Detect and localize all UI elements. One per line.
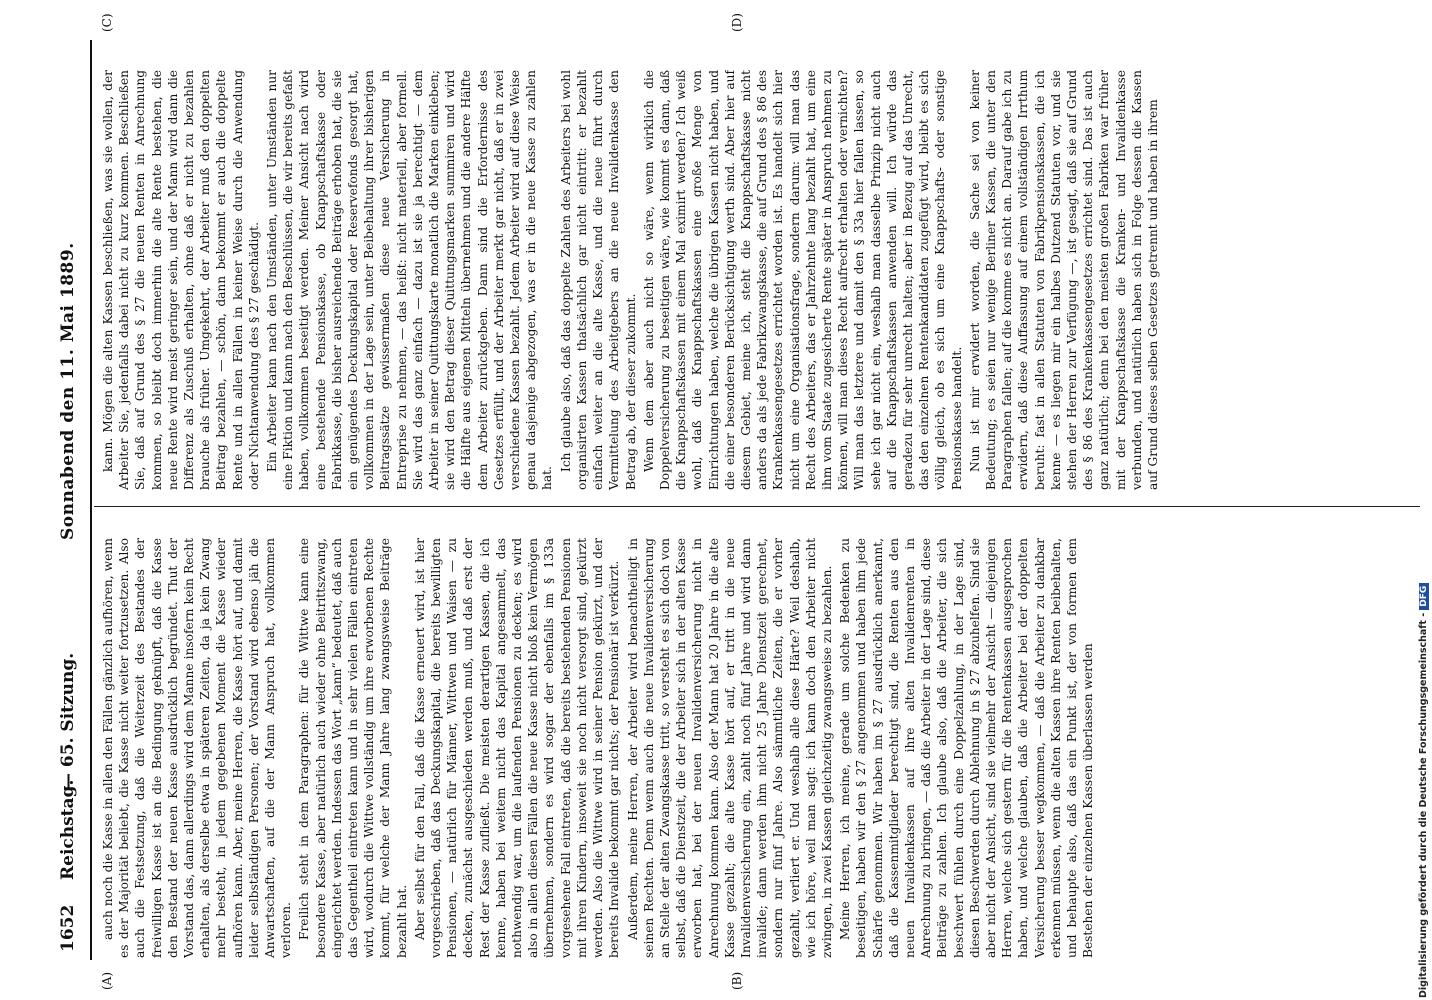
page-header	[52, 40, 86, 960]
paragraph: auch noch die Kasse in allen den Fällen gänzlich aufhören, wenn es der Majorität beliebt, die Kasse nicht weiter fortzusetzen. Also auch die Festsetzung, daß die Weiterzeit des Bestandes der freiwilligen Kasse ist an die Bedingung geknüpft, daß die Kasse den Bestand der neuen Kasse ausdrücklich begründet. Thut der Vorstand das, dann allerdings wird dem Manne insofern kein Recht erhalten, als derselbe etwa in späteren Zeiten, da ja kein Zwang mehr besteht, in jedem gegebenen Moment die Kasse wieder aufhören kann. Aber, meine Herren, die Kasse hört auf, und damit leider selbständigen Personen; der Vorstand wird ebenso jäh die Anwartschaften, auf die der Mann Anspruch hat, vollkommen verloren.	[101, 538, 294, 958]
text-column-left	[100, 538, 1410, 958]
running-title: Reichstag.	[58, 779, 78, 880]
dfg-logo: DFG	[1419, 583, 1429, 610]
paragraph: Ein Arbeiter kann nach den Umständen, unter Umständen nur eine Fiktion und kann nach den Beschlüssen, die wir bereits gefaßt haben, vollkommen beseitigt werden. Meiner Ansicht nach wird eine bestehende Pensionskasse, ob Knappschaftskasse oder Fabrikkasse, die bisher ausreichende Beiträge erhoben hat, die sie ein genügendes Deckungskapital oder Reservefonds gesorgt hat, vollkommen in der Lage sein, unter Beibehaltung ihrer bisherigen Beitragssätze gewissermaßen diese neue Versicherung in Entreprise zu nehmen, — das heißt: nicht materiell, aber formell. Sie wird das ganz einfach — dazu ist sie ja berechtigt — dem Arbeiter in seiner Quittungskarte monatlich die Marken einkleben; sie wird den Betrag dieser Quittungsmarken summiren und wird die Hälfte aus eigenen Mitteln übernehmen und die andere Hälfte dem Arbeiter zurückgeben. Dann sind die Erfordernisse des Gesetzes erfüllt, und der Arbeiter merkt gar nicht, daß er in zwei verschiedene Kassen bezahlt. Jedem Arbeiter wird auf diese Weise genau dasjenige abgezogen, was er in die neue Kasse zu zahlen hat.	[265, 70, 555, 490]
session-label: — 65. Sitzung.	[58, 652, 78, 790]
paragraph: kann. Mögen die alten Kassen beschließen, was sie wollen, der Arbeiter Sie, jedenfalls dabei nicht zu kurz kommen. Beschließen Sie, daß auf Grund des § 27 die neuen Renten in Anrechnung kommen, so bleibt doch immerhin die alte Rente bestehen, die neue Rente wird meist geringer sein, und der Mann wird dann die Differenz als Zuschuß erhalten, ohne daß er nicht zu bezahlen brauche als früher. Umgekehrt, der Arbeiter muß den doppelten Beitrag bezahlen, — schön, dann bekommt er auch die doppelte Rente und in allen Fällen in keiner Weise durch die Anwendung oder Nichtanwendung des § 27 geschädigt.	[101, 70, 261, 490]
credit-text: Digitalisierung gefördert durch die Deutsche Forschungsgemeinschaft -	[1418, 612, 1429, 998]
text-column-right	[100, 70, 1410, 490]
margin-marker-d: (D)	[730, 13, 744, 32]
margin-marker-b: (B)	[730, 971, 744, 990]
paragraph: Freilich steht in dem Paragraphen: für die Wittwe kann eine besondere Kasse, aber natürlich auch wieder ohne Beitrittszwang, eingerichtet werden. Indessen das Wort „kann“ bedeutet, daß auch das Gegentheil eintreten kann und in sehr vielen Fällen eintreten wird, wodurch die Wittwe vollständig um ihre erworbenen Rechte kommt, für welche der Mann Jahre lang zwangsweise Beiträge bezahlt hat.	[297, 538, 409, 958]
session-date: Sonnabend den 11. Mai 1889.	[58, 242, 78, 540]
page-number: 1652	[58, 904, 78, 952]
paragraph: Außerdem, meine Herren, der Arbeiter wird benachtheiligt in seinen Rechten. Denn wenn auch die neue Invalidenversicherung an Stelle der alten Zwangskasse tritt, so versteht es sich doch von selbst, daß die Dienstzeit, die der Arbeiter sich in der alten Kasse erworben hat, bei der neuen Invalidenversicherung nicht in Anrechnung kommen kann. Also der Mann hat 20 Jahre in die alte Kasse gezahlt; die alte Kasse hört auf, er tritt in die neue Invalidenversicherung ein, zahlt noch fünf Jahre und wird dann invalide; dann werden ihm nicht 25 Jahre Dienstzeit gerechnet, sondern nur fünf Jahre. Also sämmtliche Zeiten, die er vorher gezahlt, verliert er. Und weshalb alle diese Härte? Weil deshalb, wie ich höre, weil man sagt: ich kann doch den Arbeiter nicht zwingen, in zwei Kassen gleichzeitig zwangsweise zu bezahlen.	[625, 538, 834, 958]
paragraph: Wenn dem aber auch nicht so wäre, wenn wirklich die Doppelversicherung zu beseitigen wäre, wie kommt es dann, daß die Knappschaftskassen mit einem Mal eximirt werden? Ich weiß wohl, daß die Knappschaftskassen eine große Menge von Einrichtungen haben, welche die übrigen Kassen nicht haben, und die einer besonderen Berücksichtigung werth sind. Aber hier auf diesem Gebiet, meine ich, steht die Knappschaftskasse nicht anders da als jede Fabrikzwangskasse, die auf Grund des § 86 des Krankenkassengesetzes errichtet worden ist. Es handelt sich hier nicht um eine Organisationsfrage, sondern darum: will man das Recht des Arbeiters, das er Jahrzehnte lang bezahlt hat, um eine ihm vom Staate zugesicherte Rente später in Anspruch nehmen zu können, will man dieses Recht aufrecht erhalten oder vernichten? Will man das letztere und damit den § 33a hier fallen lassen, so sehe ich gar nicht ein, weshalb man dasselbe Prinzip nicht auch auf die Knappschaftskassen anwenden will. Ich würde das geradezu für sehr unrecht halten; aber in Bezug auf das Unrecht, das den einzelnen Rentenkandidaten zugefügt wird, bleibt es sich völlig gleich, ob es sich um eine Knappschafts- oder sonstige Pensionskasse handelt.	[641, 70, 964, 490]
header-rule	[90, 40, 92, 960]
digitization-credit	[1418, 583, 1429, 998]
margin-marker-c: (C)	[100, 13, 114, 32]
column-separator	[94, 506, 1420, 507]
paragraph: Aber selbst für den Fall, daß die Kasse erneuert wird, ist hier vorgeschrieben, daß das Deckungskapital, die bereits bewilligten Pensionen, — natürlich für Männer, Wittwen und Waisen — zu decken, zunächst ausgeschieden werden muß, und daß erst der Rest der Kasse zufließt. Die meisten derartigen Kassen, die ich kenne, haben bei weitem nicht das Kapital angesammelt, das nothwendig war, um die laufenden Pensionen zu decken; es wird also in allen diesen Fällen die neue Kasse nicht bloß kein Vermögen übernehmen, sondern es wird sogar der ebenfalls im § 133a vorgesehene Fall eintreten, daß die bereits bestehenden Pensionen mit ihren Kindern, insoweit sie noch nicht versorgt sind, gekürzt werden. Also die Wittwe wird in seiner Pension gekürzt, und der bereits Invalide bekommt gar nichts; der Pensionär ist verkürzt.	[412, 538, 622, 958]
paragraph: Ich glaube also, daß das doppelte Zahlen des Arbeiters bei wohl organisirten Kassen thatsächlich gar nicht eintritt: er bezahlt einfach weiter an die alte Kasse, und die neue führt durch Vermittelung des Arbeitgebers an die neue Invalidenkasse den Betrag ab, der dieser zukommt.	[558, 70, 638, 490]
paragraph: Nun ist mir erwidert worden, die Sache sei von keiner Bedeutung; es seien nur wenige Berliner Kassen, die unter den Paragraphen fallen; auf die komme es nicht an. Darauf gabe ich zu erwidern, daß diese Auffassung auf einem vollständigen Irrthum beruht: fast in allen Statuten von Fabrikpensionskassen, die ich kenne — es liegen mir ein halbes Dutzend Statuten vor, und sie stehen der Herren zur Verfügung —, ist gesagt, daß sie auf Grund des § 86 des Krankenkassengesetzes errichtet sind. Das ist auch ganz natürlich; denn bei den meisten großen Fabriken war früher mit der Knappschaftskasse die Kranken- und Invalidenkasse verbunden, und natürlich haben sich in Folge dessen die Kassen auf Grund dieses selben Gesetzes getrennt und haben in ihrem	[967, 70, 1160, 490]
margin-marker-a: (A)	[100, 971, 114, 990]
paragraph: Meine Herren, ich meine, gerade um solche Bedenken zu beseitigen, haben wir den § 27 angenommen und haben ihm jede Schärfe genommen. Wir haben im § 27 ausdrücklich anerkannt, daß die Kassenmitglieder berechtigt sind, die Renten aus den neuen Invalidenkassen auf ihre alten Invalidenrenten in Anrechnung zu bringen, — daß die Arbeiter in der Lage sind, diese Beiträge zu zahlen. Ich glaube also, daß die Arbeiter, die sich beschwert fühlen durch eine Doppelzahlung, in der Lage sind, diesen Beschwerden durch Ablehnung in § 27 abzuhelfen. Sind sie aber nicht der Ansicht, sind sie vielmehr der Ansicht — diejenigen Herren, welche sich gestern für die Rentenkassen ausgesprochen haben, und welche glauben, daß die Arbeiter bei der doppelten Versicherung besser wegkommen, — daß die Arbeiter zu dankbar erkennen müssen, wenn die alten Kassen ihre Renten beibehalten, und behaupte also, daß das ein Punkt ist, der von formen dem Bestehen der einzelnen Kassen überlassen werden	[838, 538, 1096, 958]
